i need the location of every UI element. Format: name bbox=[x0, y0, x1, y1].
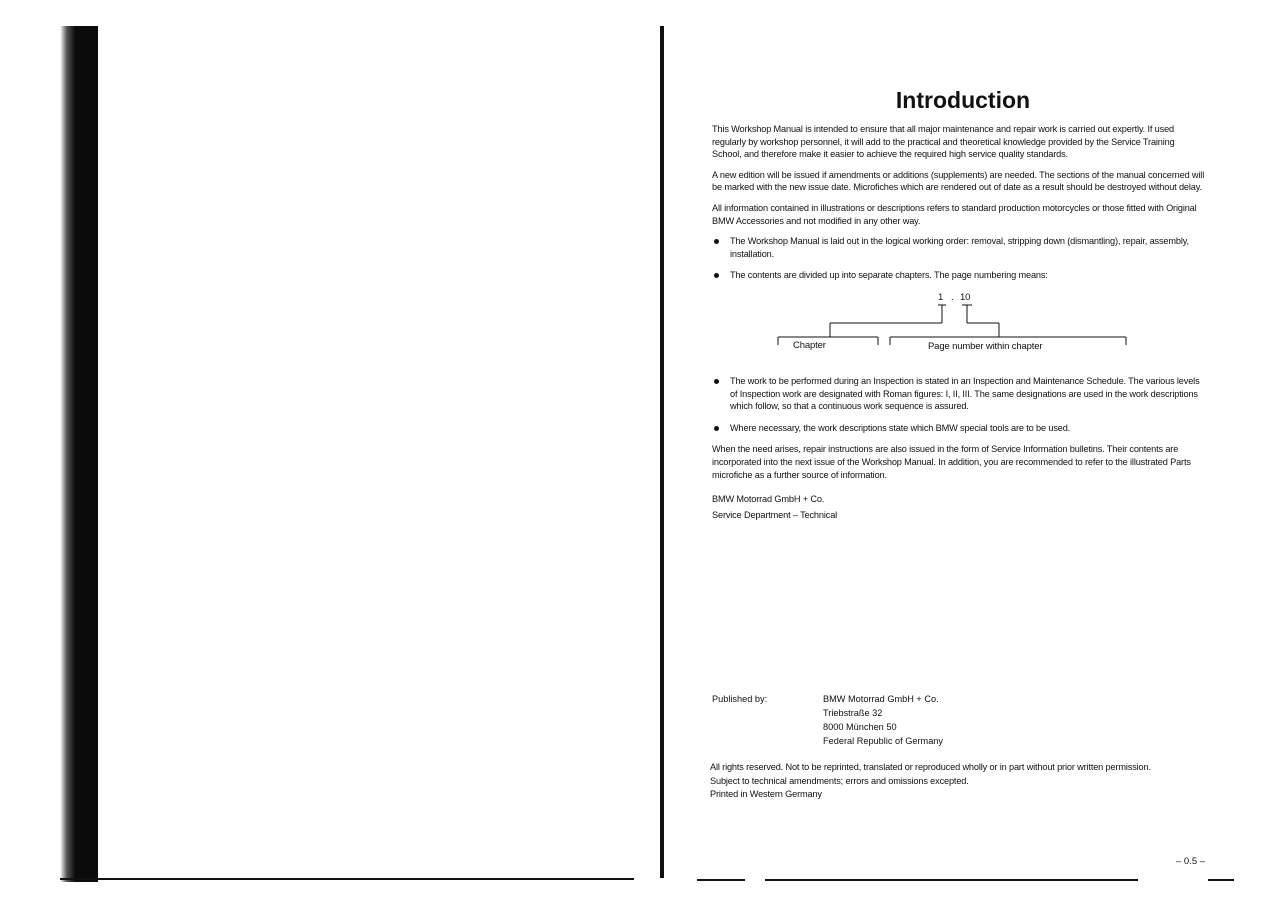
publisher-address bbox=[823, 692, 943, 748]
bottom-page-edge bbox=[60, 878, 634, 880]
manual-page bbox=[712, 86, 1206, 524]
intro-paragraph-1: This Workshop Manual is intended to ensure that all major maintenance and repair work is carried out expertly. If used regularly by workshop personnel, it will add to the practical and theoretical knowledge provided by the Service Training School, and therefore make it easier to achieve the required high service quality standards. bbox=[712, 124, 1175, 160]
diagram-lines bbox=[712, 291, 1206, 371]
page-number-label: Page number within chapter bbox=[928, 340, 1043, 352]
publisher-line: BMW Motorrad GmbH + Co. bbox=[823, 694, 939, 704]
chapter-number: 1 bbox=[938, 291, 944, 303]
page-number-example: 10 bbox=[960, 291, 971, 303]
right-page-bottom-edge bbox=[697, 879, 745, 881]
page-numbering-diagram bbox=[712, 291, 1206, 371]
signature-line: BMW Motorrad GmbH + Co. bbox=[712, 494, 825, 505]
number-separator: . bbox=[951, 291, 954, 303]
publisher-line: Federal Republic of Germany bbox=[823, 736, 944, 746]
publisher-line: 8000 München 50 bbox=[823, 722, 897, 732]
intro-paragraph-3: All information contained in illustrations or descriptions refers to standard production motorcycles or those fitted with Original BMW Accessories and not modified in any other way. bbox=[712, 202, 1197, 226]
rights-line: Subject to technical amendments; errors and omissions excepted. bbox=[710, 775, 969, 786]
bullet-item: The Workshop Manual is laid out in the logical working order: removal, stripping down (dismantling), repair, assembly, installation. bbox=[712, 235, 1206, 260]
center-binding-edge bbox=[660, 26, 664, 878]
bullet-item: The work to be performed during an Inspection is stated in an Inspection and Maintenance Schedule. The various levels of Inspection work are designated with Roman figures: I, II, III. The same designations are used in the work descriptions which follow, so that a continuous work sequence is assured. bbox=[712, 375, 1206, 413]
rights-notice bbox=[710, 761, 1210, 802]
page-number: – 0.5 – bbox=[1176, 856, 1206, 867]
right-page-bottom-edge-2 bbox=[765, 879, 1138, 881]
right-page-bottom-edge-3 bbox=[1208, 879, 1234, 881]
chapter-label: Chapter bbox=[793, 339, 826, 351]
bullet-item: The contents are divided up into separate chapters. The page numbering means: bbox=[712, 269, 1206, 282]
page-title: Introduction bbox=[895, 87, 1031, 113]
signature-block bbox=[712, 493, 1206, 521]
publisher-label: Published by: bbox=[712, 694, 768, 704]
left-binding-edge bbox=[60, 26, 98, 882]
rights-line: All rights reserved. Not to be reprinted, translated or reproduced wholly or in part without prior written permission. bbox=[710, 762, 1151, 772]
rights-line: Printed in Western Germany bbox=[710, 789, 822, 800]
bullet-item: Where necessary, the work descriptions state which BMW special tools are to be used. bbox=[712, 422, 1206, 435]
signature-line: Service Department – Technical bbox=[712, 509, 838, 520]
publisher-line: Triebstraße 32 bbox=[823, 708, 883, 718]
closing-paragraph: When the need arises, repair instructions are also issued in the form of Service Information bulletins. Their contents are incorporated into the next issue of the Workshop Manual. In addition, you are recommended to refer to the illustrated Parts microfiche as a further source of information. bbox=[712, 444, 1191, 480]
intro-paragraph-2: A new edition will be issued if amendments or additions (supplements) are needed. The sections of the manual concerned will be marked with the new issue date. Microfiches which are rendered out of date as a result should be destroyed without delay. bbox=[712, 169, 1205, 193]
